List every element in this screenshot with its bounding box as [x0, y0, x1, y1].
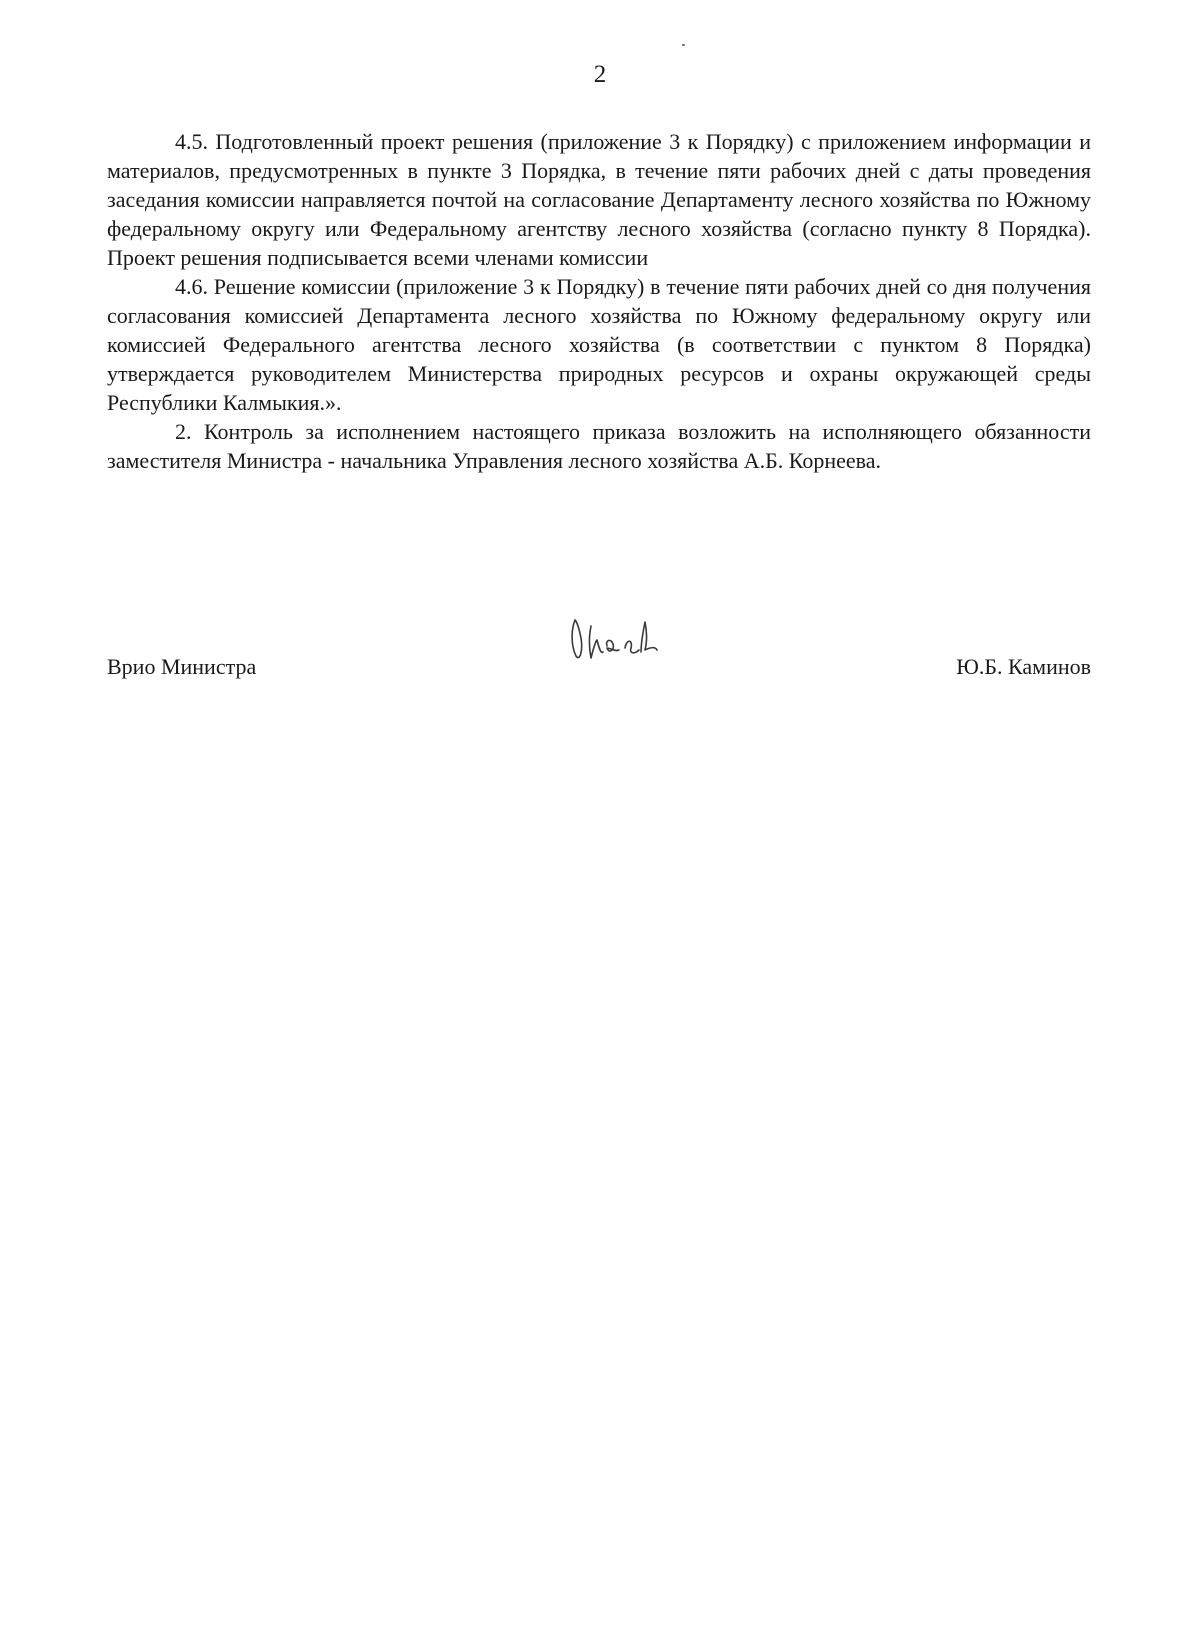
paragraph-2-control: 2. Контроль за исполнением настоящего приказа возложить на исполняющего обязанности заместителя Министра - начальника Управления лесного хозяйства А.Б. Корнеева.: [107, 419, 1091, 473]
scan-speck: [682, 44, 685, 46]
signatory-position: Врио Министра: [107, 654, 257, 679]
page-number: 2: [593, 61, 607, 88]
handwritten-signature-icon: [567, 612, 707, 672]
document-body: [107, 127, 1091, 475]
paragraph-4-5: 4.5. Подготовленный проект решения (приложение 3 к Порядку) с приложением информации и материалов, предусмотренных в пункте 3 Порядка, в течение пяти рабочих дней с даты проведения заседания комиссии направляется почтой на согласование Департаменту лесного хозяйства по Южному федеральному округу или Федеральному агентству лесного хозяйства (согласно пункту 8 Порядка). Проект решения подписывается всеми членами комиссии: [107, 129, 1091, 270]
signatory-name: Ю.Б. Каминов: [956, 654, 1091, 679]
paragraph-4-6: 4.6. Решение комиссии (приложение 3 к Порядку) в течение пяти рабочих дней со дня получения согласования комиссией Департамента лесного хозяйства по Южному федеральному округу или комиссией Федерального агентства лесного хозяйства (в соответствии с пунктом 8 Порядка) утверждается руководителем Министерства природных ресурсов и охраны окружающей среды Республики Калмыкия.».: [107, 274, 1091, 415]
signature-block: [107, 612, 1091, 692]
